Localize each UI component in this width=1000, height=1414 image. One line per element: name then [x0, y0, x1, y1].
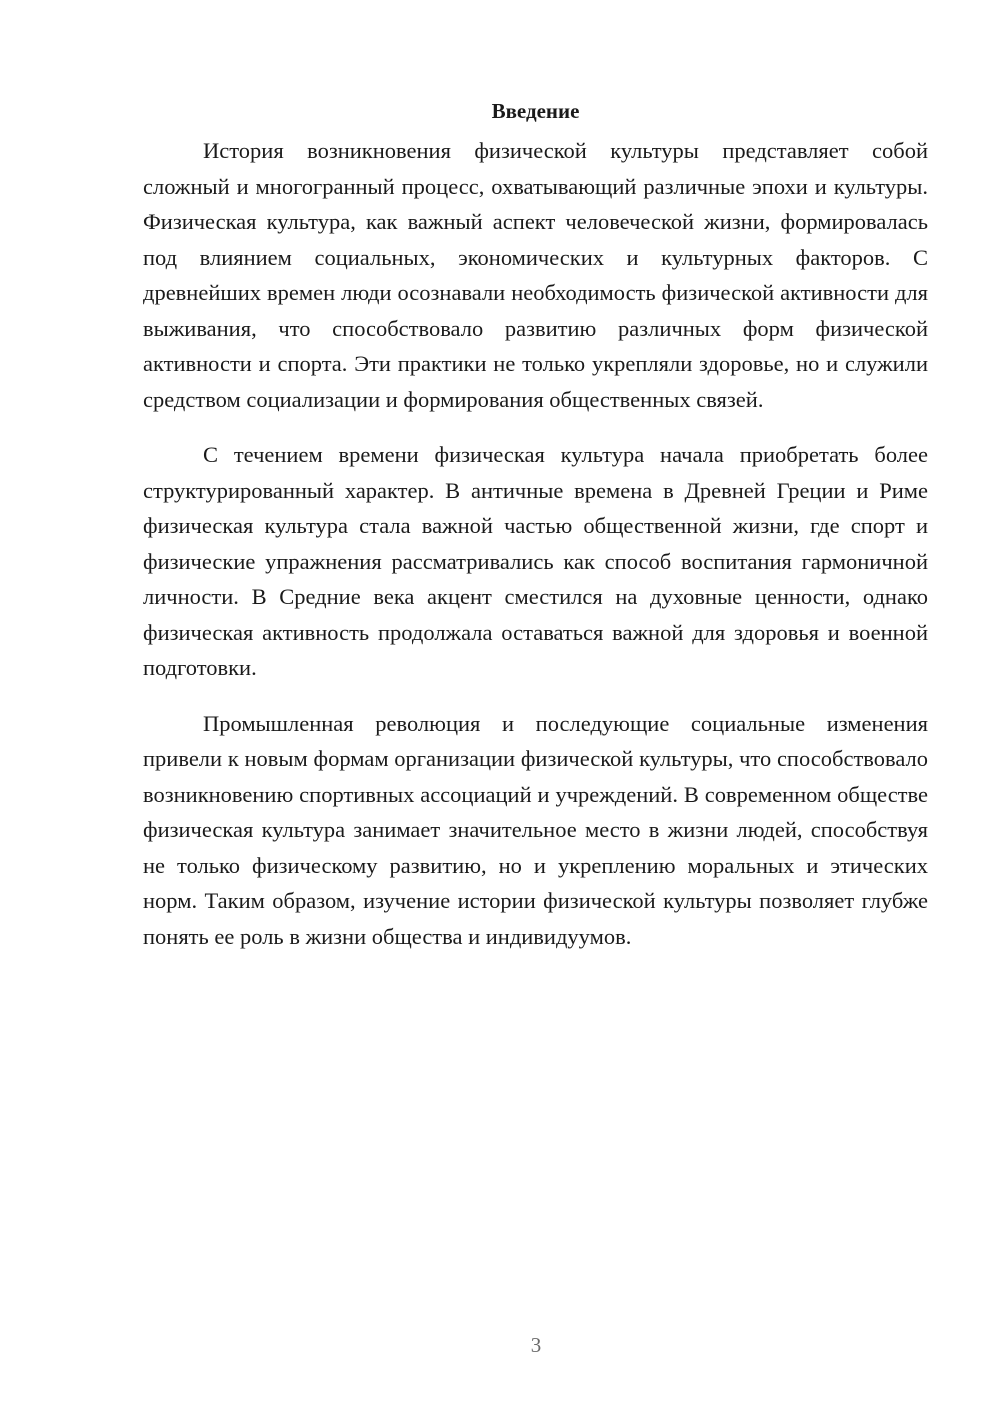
section-title: Введение: [491, 99, 580, 123]
paragraph-3: Промышленная революция и последующие социальные изменения привели к новым формам организации физической культуры, что способствовало возникновению спортивных ассоциаций и учреждений. В современном обществе физическая культура занимает значительное место в жизни людей, способствуя не только физическому развитию, но и укреплению моральных и этических норм. Таким образом, изучение истории физической культуры позволяет глубже понять ее роль в жизни общества и индивидуумов.: [143, 710, 928, 949]
paragraph-1: История возникновения физической культуры представляет собой сложный и многогранный процесс, охватывающий различные эпохи и культуры. Физическая культура, как важный аспект человеческой жизни, формировалась под влиянием социальных, экономических и культурных факторов. С древнейших времен люди осознавали необходимость физической активности для выживания, что способствовало развитию различных форм физической активности и спорта. Эти практики не только укрепляли здоровье, но и служили средством социализации и формирования общественных связей.: [143, 138, 928, 412]
paragraph-2: С течением времени физическая культура начала приобретать более структурированный характер. В античные времена в Древней Греции и Риме физическая культура стала важной частью общественной жизни, где спорт и физические упражнения рассматривались как способ воспитания гармоничной личности. В Средние века акцент сместился на духовные ценности, однако физическая активность продолжала оставаться важной для здоровья и военной подготовки.: [143, 442, 928, 680]
page-number: 3: [530, 1333, 542, 1357]
page-content: [143, 94, 928, 974]
